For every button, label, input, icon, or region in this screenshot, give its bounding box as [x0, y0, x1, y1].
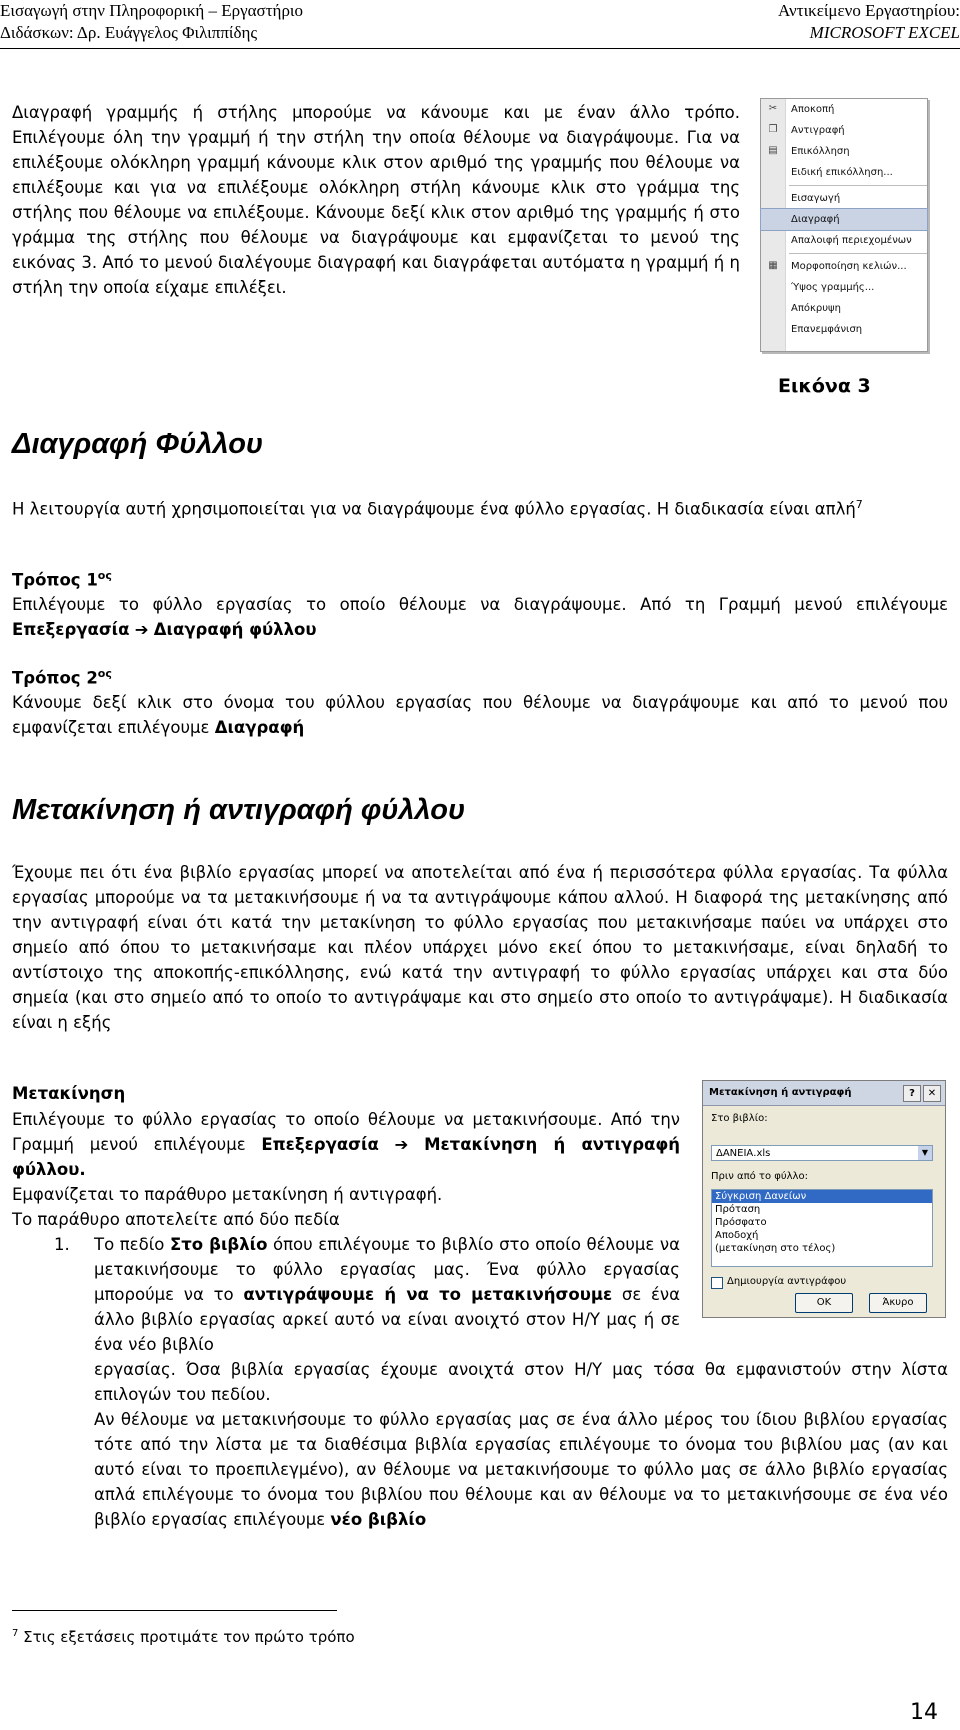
footnote: $^7$ Στις εξετάσεις προτιμάτε τον πρώτο τρόπο — [12, 1628, 355, 1646]
menu-separator — [789, 253, 927, 254]
way2-text: Κάνουμε δεξί κλικ στο όνομα του φύλλου εργασίας που θέλουμε να διαγράψουμε και από το μενού που εμφανίζεται επιλέγουμε Διαγραφή — [12, 693, 948, 737]
clipboard-icon: ▤ — [768, 145, 778, 156]
list-item[interactable]: (μετακίνηση στο τέλος) — [715, 1243, 836, 1254]
menu-item-copy[interactable]: ❐ Αντιγραφή — [768, 124, 845, 136]
create-copy-label: Δημιουργία αντιγράφου — [727, 1276, 847, 1287]
way1-text: Επιλέγουμε το φύλλο εργασίας το οποίο θέλουμε να διαγράψουμε. Από τη Γραμμή μενού επιλέγουμε Επεξεργασία ➔ Διαγραφή φύλλου — [12, 595, 948, 639]
move-copy-dialog — [702, 1080, 946, 1318]
lab-subject-label: Αντικείμενο Εργαστηρίου: — [778, 1, 960, 20]
close-icon[interactable]: ✕ — [923, 1085, 941, 1102]
footnote-rule — [12, 1610, 337, 1611]
list-item-1-detail: Αν θέλουμε να μετακινήσουμε το φύλλο εργασίας μας σε ένα άλλο μέρος του ίδιου βιβλίου εργασίας τότε από την λίστα με τα διαθέσιμα βιβλία εργασίας επιλέγουμε το όνομα του βιβλίου μας (αν και αυτό είναι το προεπιλεγμένο), αν θέλουμε να μετακινήσουμε το φύλλο μας σε άλλο βιβλίο εργασίας απλά επιλέγουμε το όνομα του βιβλίου που θέλουμε και αν θέλουμε να το μετακινήσουμε σε ένα νέο βιβλίο εργασίας επιλέγουμε νέο βιβλίο — [94, 1410, 948, 1529]
move-window-text: Εμφανίζεται το παράθυρο μετακίνηση ή αντιγραφή. — [12, 1185, 443, 1204]
list-item[interactable]: Πρόταση — [715, 1204, 761, 1215]
list-item[interactable]: Πρόσφατο — [715, 1217, 767, 1228]
menu-separator — [789, 185, 927, 186]
instructor: Διδάσκων: Δρ. Ευάγγελος Φιλιππίδης — [0, 23, 258, 42]
section-title-delete-sheet: Διαγραφή Φύλλου — [12, 428, 264, 460]
cancel-button[interactable]: Άκυρο — [869, 1293, 927, 1313]
move-copy-paragraph: Έχουμε πει ότι ένα βιβλίο εργασίας μπορεί να αποτελείται από ένα ή περισσότερα φύλλα εργασίας. Τα φύλλα εργασίας μπορούμε να τα μετακινήσουμε ή να τα αντιγράψουμε κάπου αλλού. Η διαφορά της μετακίνησης από την αντιγραφή είναι ότι κατά την μετακίνηση το φύλλο εργασίας που μετακινήσαμε παύει να υπάρχει στο σημείο από όπου το μετακινήσαμε και πλέον υπάρχει μόνο εκεί όπου το μετακινήσαμε, είναι δηλαδή το αντίστοιχο της αποκοπής-επικόλλησης, ενώ κατά την αντιγραφή το φύλλο εργασίας υπάρχει και στα δύο σημεία (και στο σημείο από το οποίο το αντιγράψαμε και στο σημείο στο οποίο το αντιγράψαμε). Η διαδικασία είναι η εξής — [12, 863, 948, 1032]
list-number: 1. — [54, 1235, 70, 1254]
course-title: Εισαγωγή στην Πληροφορική – Εργαστήριο — [0, 1, 304, 20]
book-select[interactable]: ΔΑΝΕΙΑ.xls ▼ — [711, 1145, 933, 1161]
format-cells-icon: ▦ — [768, 260, 778, 271]
list-item-1-continued: εργασίας. Όσα βιβλία εργασίας έχουμε ανοιχτά στον Η/Υ μας τόσα θα εμφανιστούν στην λίστα επιλογών του πεδίου. — [94, 1360, 948, 1404]
create-copy-checkbox[interactable] — [711, 1277, 723, 1289]
copy-icon: ❐ — [768, 124, 778, 135]
menu-item-cut[interactable]: ✂ Αποκοπή — [768, 103, 835, 115]
menu-item-paste-special[interactable]: Ειδική επικόλληση... — [791, 167, 893, 178]
menu-item-unhide[interactable]: Επανεμφάνιση — [791, 324, 863, 335]
move-title: Μετακίνηση — [12, 1084, 126, 1103]
way2-title: Τρόπος $2^{o\varsigma}$ — [12, 667, 112, 688]
header-rule — [0, 48, 960, 49]
move-fields-text: Το παράθυρο αποτελείτε από δύο πεδία — [12, 1210, 340, 1229]
book-label: Στο βιβλίο: — [711, 1113, 768, 1124]
dialog-title: Μετακίνηση ή αντιγραφή — [709, 1087, 852, 1098]
menu-item-format-cells[interactable]: ▦ Μορφοποίηση κελιών... — [768, 260, 907, 272]
menu-item-clear-contents[interactable]: Απαλοιφή περιεχομένων — [791, 235, 912, 246]
chevron-down-icon[interactable]: ▼ — [918, 1146, 932, 1160]
list-item[interactable]: Σύγκριση Δανείων — [712, 1190, 932, 1203]
intro-paragraph: Διαγραφή γραμμής ή στήλης μπορούμε να κάνουμε και με έναν άλλο τρόπο. Επιλέγουμε όλη την γραμμή ή την στήλη την οποία θέλουμε να διαγράψουμε. Για να επιλέξουμε ολόκληρη γραμμή κάνουμε κλικ στον αριθμό της γραμμής που θέλουμε να επιλέξουμε και για να επιλέξουμε ολόκληρη στήλη κάνουμε κλικ στο γράμμα της στήλης που θέλουμε να επιλέξουμε. Κάνουμε δεξί κλικ στον αριθμό της γραμμής ή στο γράμμα της στήλης που θέλουμε να διαγράψουμε και εμφανίζεται το μενού της εικόνας 3. Από το μενού διαλέγουμε διαγραφή και διαγράφεται αυτόματα η γραμμή ή η στήλη την οποία είχαμε επιλέξει. — [12, 103, 740, 297]
menu-item-row-height[interactable]: Ύψος γραμμής... — [791, 282, 875, 293]
scissors-icon: ✂ — [768, 103, 778, 114]
page-number: 14 — [910, 1700, 938, 1725]
lab-subject: MICROSOFT EXCEL — [809, 23, 960, 42]
dialog-titlebar — [703, 1081, 945, 1106]
menu-item-insert[interactable]: Εισαγωγή — [791, 193, 841, 204]
figure-caption: Εικόνα 3 — [778, 375, 871, 397]
help-button[interactable]: ? — [903, 1085, 921, 1102]
ok-button[interactable]: OK — [795, 1293, 853, 1313]
before-sheet-label: Πριν από το φύλλο: — [711, 1171, 808, 1182]
delete-sheet-intro: Η λειτουργία αυτή χρησιμοποιείται για να διαγράψουμε ένα φύλλο εργασίας. Η διαδικασία είναι απλή$^7$ — [12, 498, 863, 519]
arrow-icon: ➔ — [394, 1135, 409, 1154]
menu-item-paste[interactable]: ▤ Επικόλληση — [768, 145, 850, 157]
list-item-1-text: Το πεδίο Στο βιβλίο όπου επιλέγουμε το βιβλίο στο οποίο θέλουμε να μετακινήσουμε το φύλλο εργασίας μας. Ένα φύλλο εργασίας μπορούμε να το αντιγράψουμε ή να το μετακινήσουμε σε ένα άλλο βιβλίο εργασίας αρκεί αυτό να είναι ανοιχτό στον Η/Υ μας ή σε ένα νέο βιβλίο — [94, 1235, 681, 1354]
footnote-ref: 7 — [855, 498, 863, 511]
arrow-icon: ➔ — [134, 620, 149, 639]
list-item[interactable]: Αποδοχή — [715, 1230, 759, 1241]
move-step-text: Επιλέγουμε το φύλλο εργασίας το οποίο θέλουμε να μετακινήσουμε. Από την Γραμμή μενού επιλέγουμε Επεξεργασία ➔ Μετακίνηση ή αντιγραφή φύλλου. — [12, 1110, 681, 1179]
sheet-list[interactable] — [711, 1189, 933, 1267]
section-title-move-copy: Μετακίνηση ή αντιγραφή φύλλου — [12, 794, 466, 826]
header-right — [778, 0, 960, 44]
menu-item-hide[interactable]: Απόκρυψη — [791, 303, 841, 314]
context-menu-figure — [760, 98, 928, 352]
header-left — [0, 0, 303, 44]
way1-title: Τρόπος $1^{o\varsigma}$ — [12, 569, 112, 590]
menu-item-delete[interactable]: Διαγραφή — [761, 209, 927, 230]
